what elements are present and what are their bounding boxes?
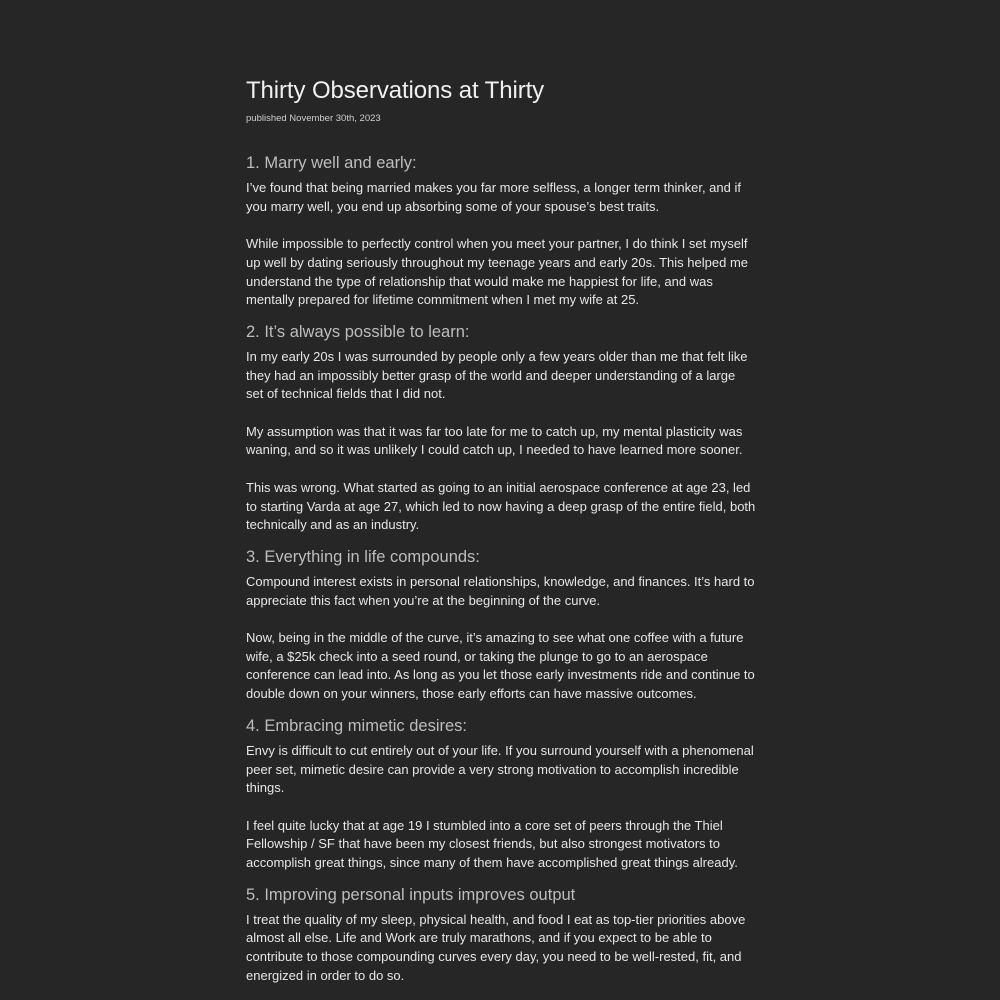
- paragraph: While impossible to perfectly control when you meet your partner, I do think I set myself up well by dating seriously throughout my teenage years and early 20s. This helped me understand the type of relationship that would make me happiest for life, and was mentally prepared for lifetime commitment when I met my wife at 25.: [246, 236, 748, 308]
- published-date: published November 30th, 2023: [246, 113, 381, 124]
- section-4: [246, 715, 756, 873]
- article: [246, 76, 756, 997]
- paragraph: This was wrong. What started as going to an initial aerospace conference at age 23, led to starting Varda at age 27, which led to now having a deep grasp of the entire field, both technically and as an industry.: [246, 479, 756, 533]
- section-1: [246, 152, 756, 310]
- paragraph: I treat the quality of my sleep, physical health, and food I eat as top-tier priorities above almost all else. Life and Work are truly marathons, and if you expect to be able to contribute to those compounding curves every day, you need to be well-rested, fit, and energized in order to do so.: [246, 911, 746, 983]
- paragraph: I feel quite lucky that at age 19 I stumbled into a core set of peers through the Thiel Fellowship / SF that have been my closest friends, but also strongest motivators to accomplish great things, since many of them have accomplished great things already.: [246, 817, 738, 871]
- section-3: [246, 546, 756, 704]
- section-heading: 3. Everything in life compounds:: [246, 547, 480, 566]
- paragraph: In my early 20s I was surrounded by people only a few years older than me that felt like they had an impossibly better grasp of the world and deeper understanding of a large set of technical fields that I did not.: [246, 348, 748, 402]
- section-heading: 5. Improving personal inputs improves output: [246, 885, 576, 904]
- paragraph: Envy is difficult to cut entirely out of your life. If you surround yourself with a phenomenal peer set, mimetic desire can provide a very strong motivation to accomplish incredible things.: [246, 742, 754, 796]
- sections: [246, 152, 756, 986]
- section-2: [246, 321, 756, 535]
- paragraph: Now, being in the middle of the curve, it’s amazing to see what one coffee with a future wife, a $25k check into a seed round, or taking the plunge to go to an aerospace conference can lead into. As long as you let those early investments ride and continue to double down on your winners, those early efforts can have massive outcomes.: [246, 630, 755, 702]
- page-title: Thirty Observations at Thirty: [246, 77, 545, 104]
- section-5: [246, 884, 756, 986]
- section-heading: 1. Marry well and early:: [246, 154, 417, 172]
- paragraph: My assumption was that it was far too late for me to catch up, my mental plasticity was waning, and so it was unlikely I could catch up, I needed to have learned more sooner.: [246, 423, 743, 458]
- paragraph: Compound interest exists in personal relationships, knowledge, and finances. It’s hard to appreciate this fact when you’re at the beginning of the curve.: [246, 573, 755, 608]
- paragraph: I’ve found that being married makes you far more selfless, a longer term thinker, and if you marry well, you end up absorbing some of your spouse’s best traits.: [246, 180, 741, 214]
- section-heading: 2. It’s always possible to learn:: [246, 322, 470, 341]
- section-heading: 4. Embracing mimetic desires:: [246, 716, 467, 735]
